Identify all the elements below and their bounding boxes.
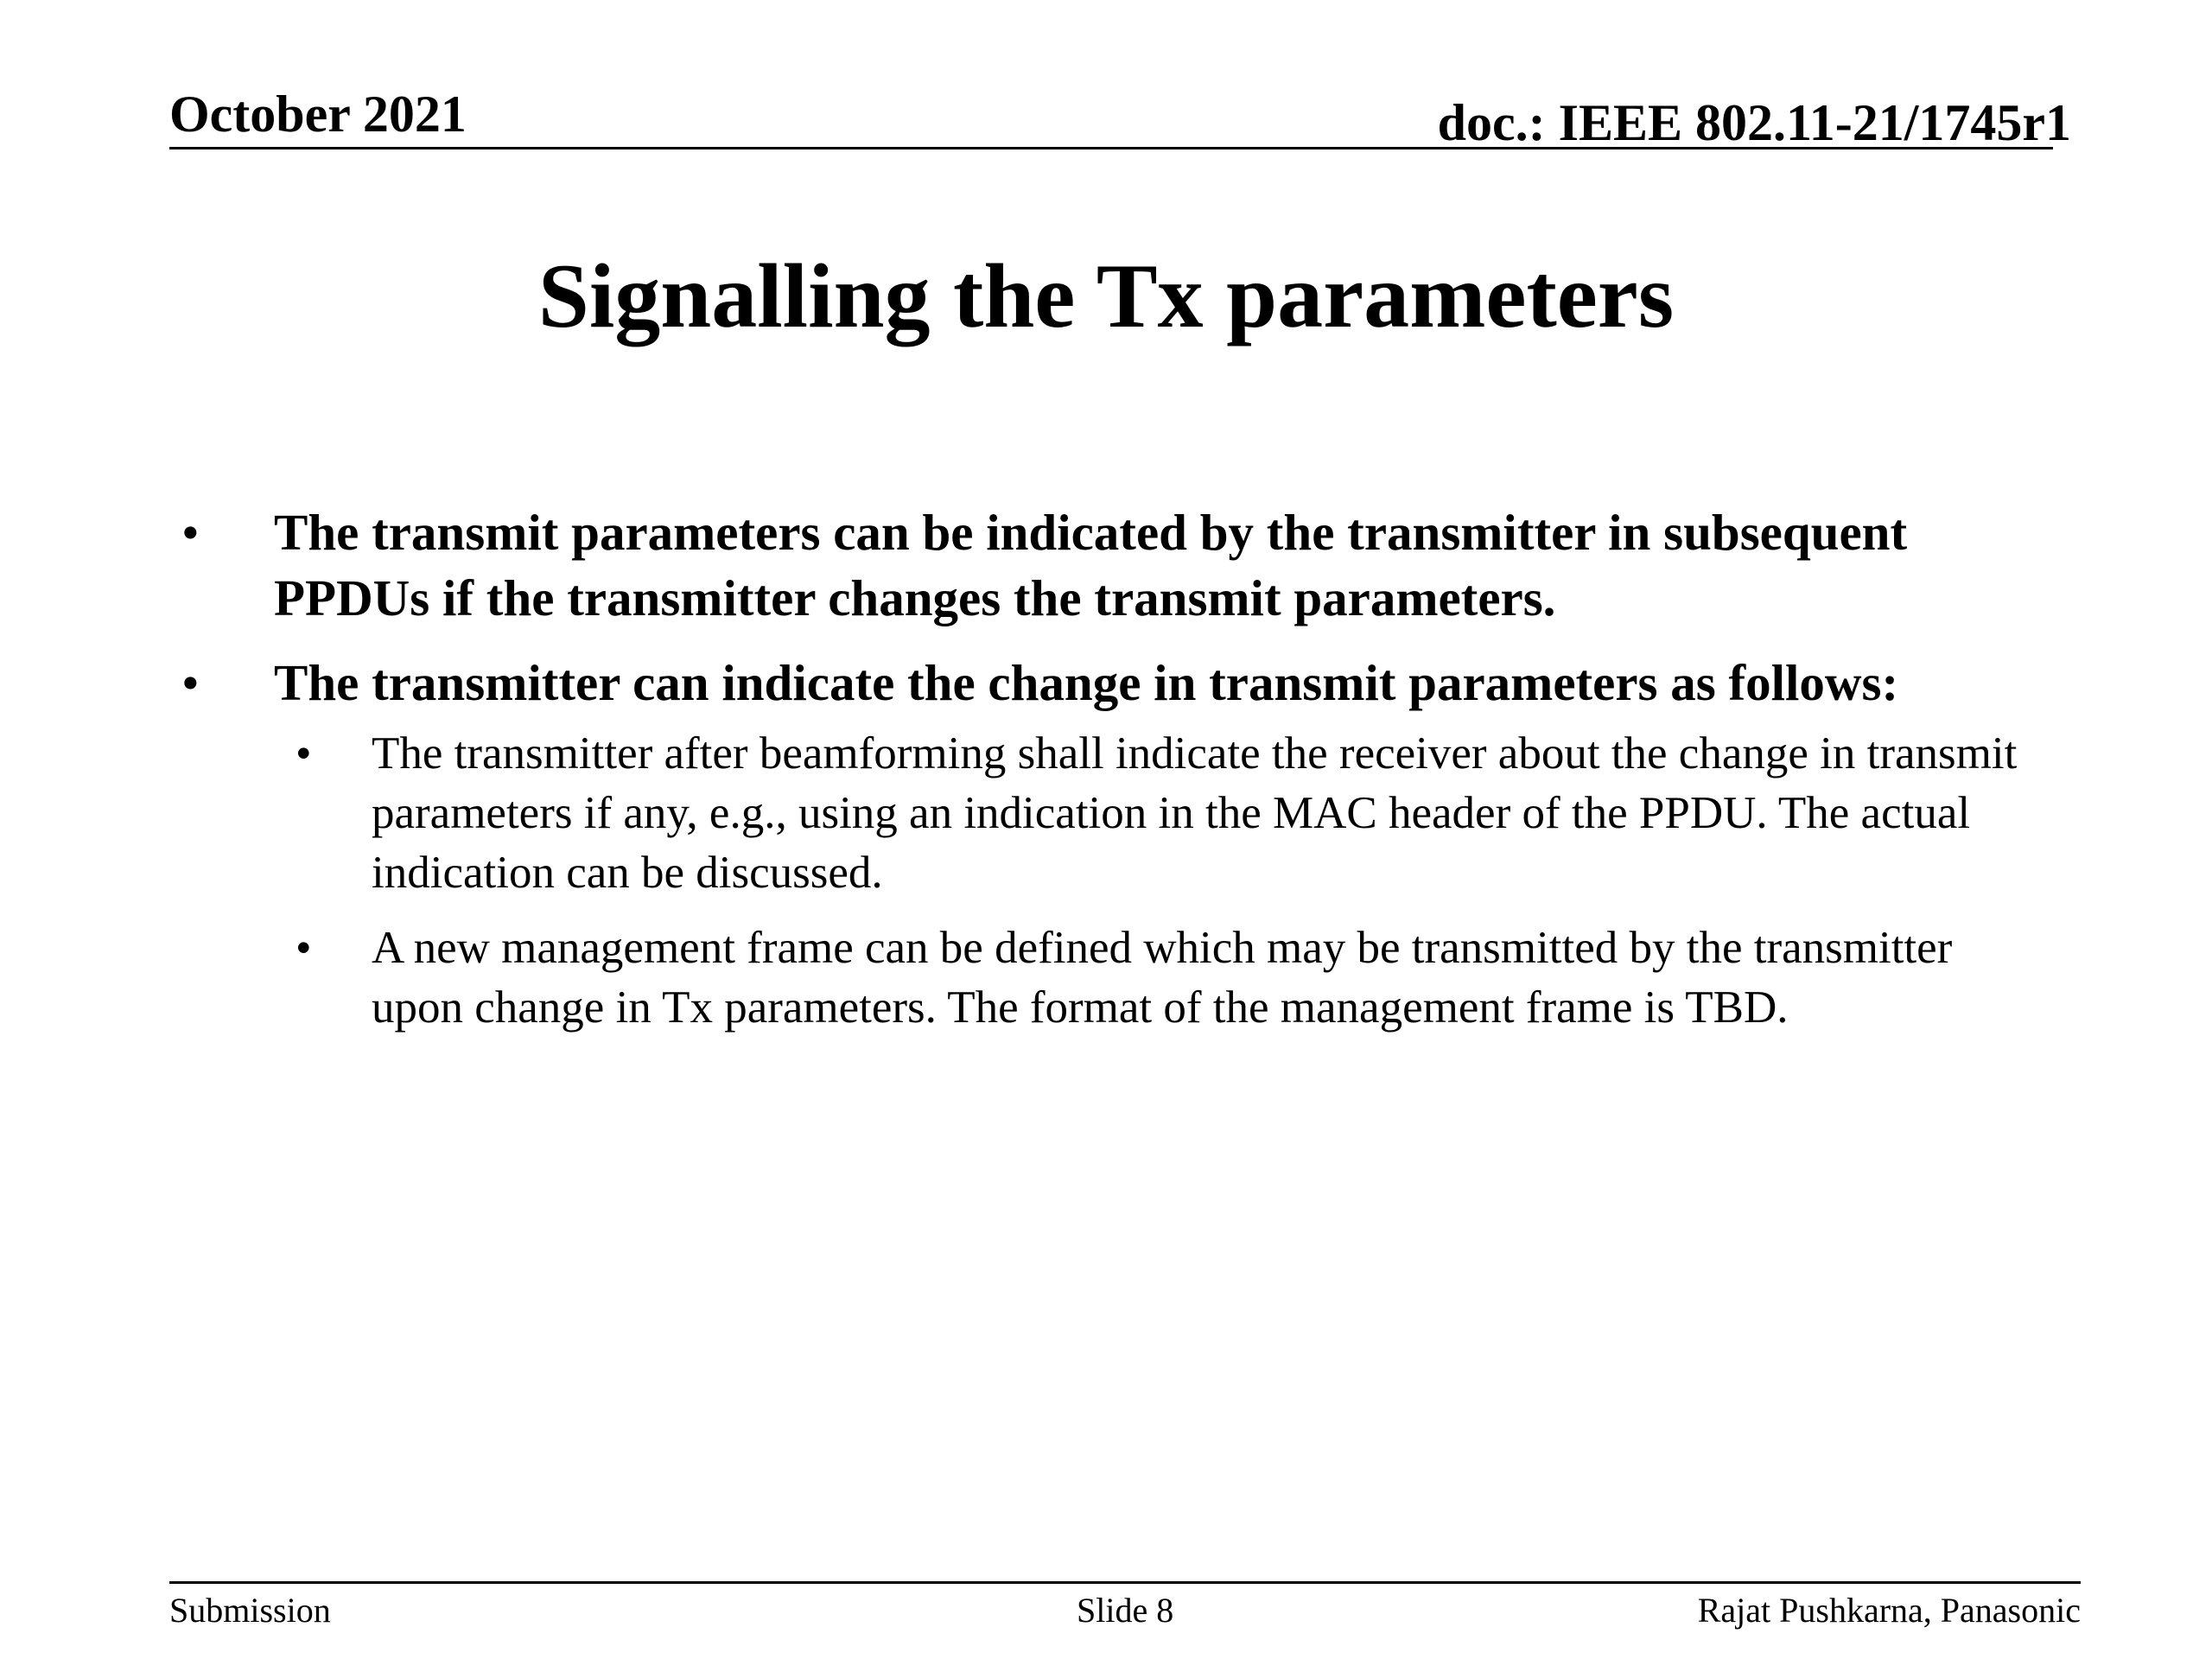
bullet-dot-icon: •	[181, 504, 200, 561]
header-doc-id: doc.: IEEE 802.11-21/1745r1	[1437, 94, 2071, 151]
header-date: October 2021	[169, 86, 467, 143]
sub-bullet-dot-icon: •	[296, 728, 312, 779]
footer-submission: Submission	[169, 1591, 331, 1630]
sub-bullet-text: The transmitter after beamforming shall indicate the receiver about the change in transmit parameters if any, e.g., using an indication in the MAC header of the PPDU. The actual indication can be discussed.	[372, 728, 2018, 898]
footer-divider	[169, 1581, 2081, 1584]
sub-bullet-text: A new management frame can be defined which may be transmitted by the transmitter upon change in Tx parameters. The format of the management frame is TBD.	[372, 923, 1953, 1033]
bullet-dot-icon: •	[181, 654, 200, 711]
footer-slide-number: Slide 8	[1077, 1591, 1174, 1630]
bullet-list	[181, 499, 2031, 1057]
sub-bullet-item-1	[181, 724, 2031, 903]
footer-author: Rajat Pushkarna, Panasonic	[1697, 1591, 2081, 1630]
sub-bullet-item-2	[181, 918, 2031, 1038]
bullet-item-1	[181, 499, 2031, 631]
header-divider	[169, 147, 2053, 149]
bullet-text: The transmitter can indicate the change in transmit parameters as follows:	[274, 654, 1899, 711]
sub-bullet-list	[181, 724, 2031, 1038]
slide-title: Signalling the Tx parameters	[537, 245, 1675, 346]
sub-bullet-dot-icon: •	[296, 923, 312, 973]
bullet-text: The transmit parameters can be indicated by the transmitter in subsequent PPDUs if the transmitter changes the transmit parameters.	[274, 504, 1908, 626]
bullet-item-2	[181, 650, 2031, 1038]
